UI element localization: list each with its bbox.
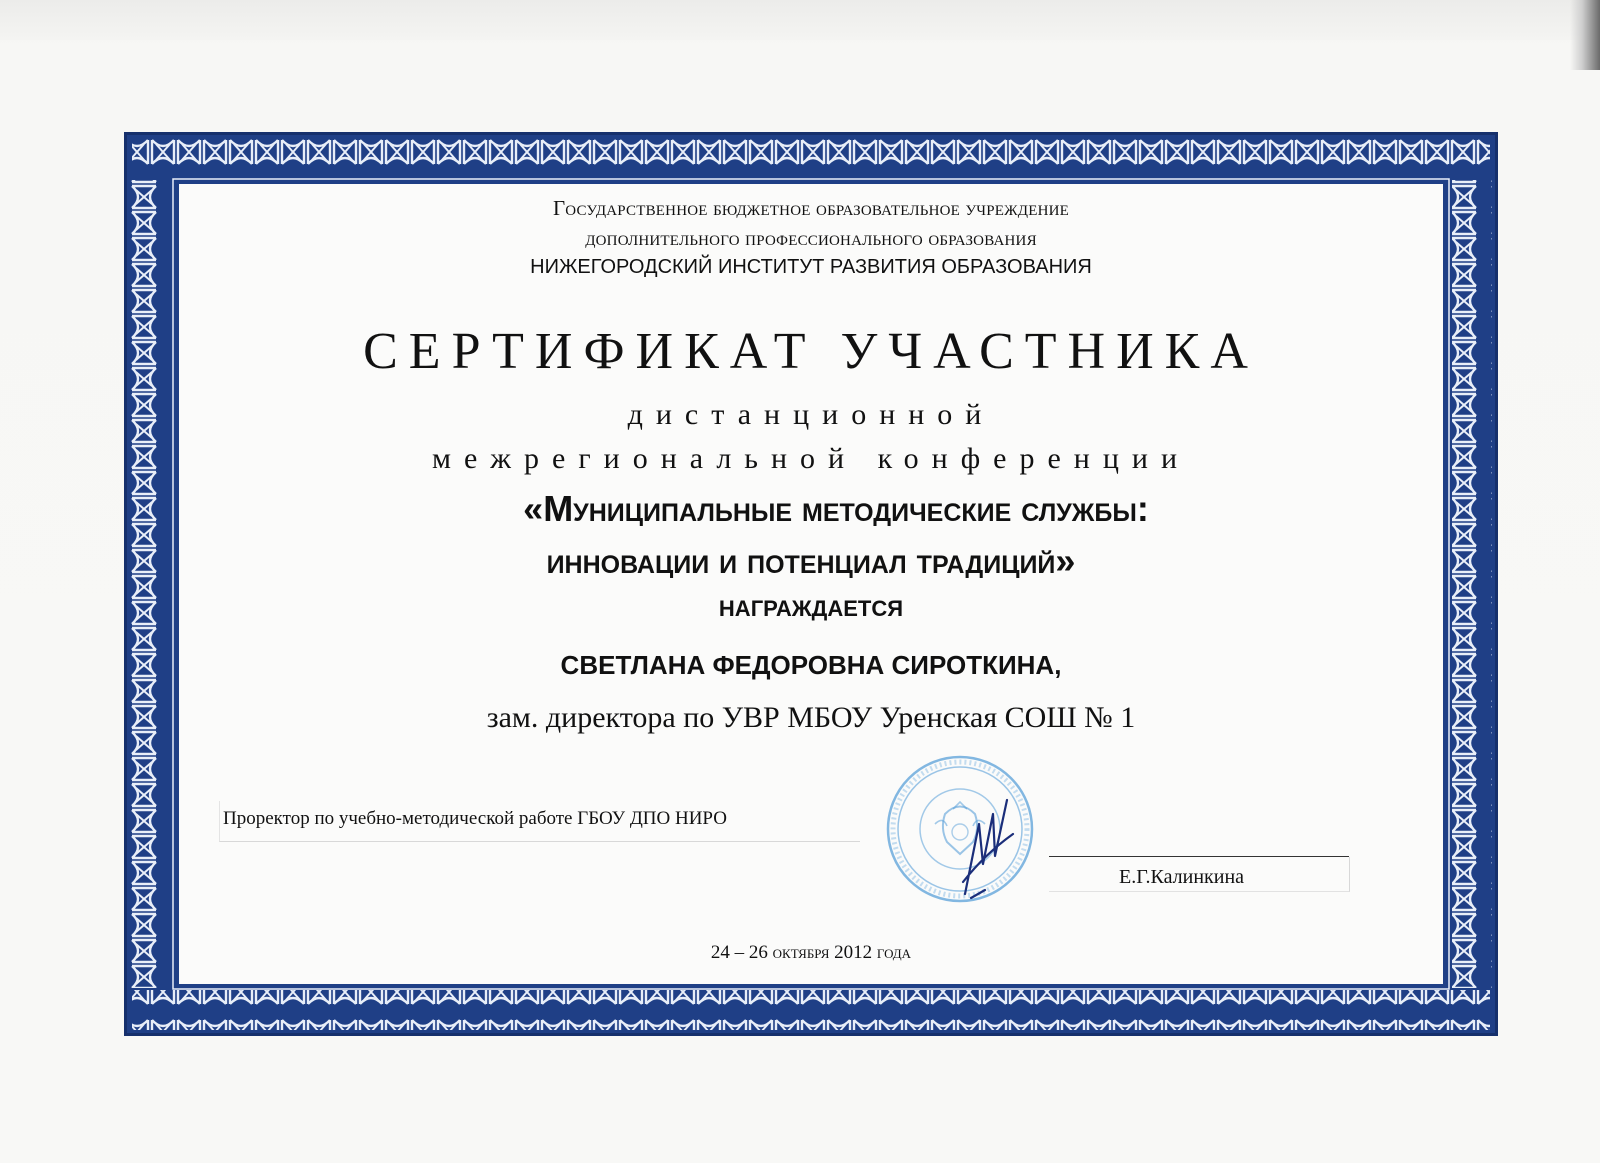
recipient-position: зам. директора по УВР МБОУ Уренская СОШ № 1 bbox=[486, 701, 1136, 734]
signatory-title: Проректор по учебно-методической работе ГБОУ ДПО НИРО bbox=[223, 808, 727, 829]
certificate-date: 24 – 26 октября 2012 года bbox=[710, 942, 912, 963]
signatory-name: Е.Г.Калинкина bbox=[1119, 866, 1245, 888]
recipient-name: СВЕТЛАНА ФЕДОРОВНА СИРОТКИНА, bbox=[560, 650, 1062, 680]
scan-corner-shadow bbox=[1570, 0, 1600, 70]
certificate-title: СЕРТИФИКАТ УЧАСТНИКА bbox=[363, 323, 1259, 380]
handwritten-signature-icon bbox=[955, 794, 1025, 904]
subtitle-line-2: межрегиональной конференции bbox=[432, 442, 1190, 475]
institution-line-1: Государственное бюджетное образовательное учреждение bbox=[552, 196, 1070, 220]
scan-top-edge bbox=[0, 0, 1600, 40]
subtitle-line-1: дистанционной bbox=[627, 398, 995, 431]
awarded-label: НАГРАЖДАЕТСЯ bbox=[718, 596, 904, 621]
conference-title-line-1: «Муниципальные методические службы: bbox=[523, 488, 1149, 529]
conference-title-line-2: инновации и потенциал традиций» bbox=[546, 540, 1076, 581]
certificate-body bbox=[177, 182, 1445, 986]
institution-line-2: дополнительного профессионального образования bbox=[585, 226, 1037, 250]
institution-line-3: НИЖЕГОРОДСКИЙ ИНСТИТУТ РАЗВИТИЯ ОБРАЗОВАНИЯ bbox=[530, 256, 1092, 278]
